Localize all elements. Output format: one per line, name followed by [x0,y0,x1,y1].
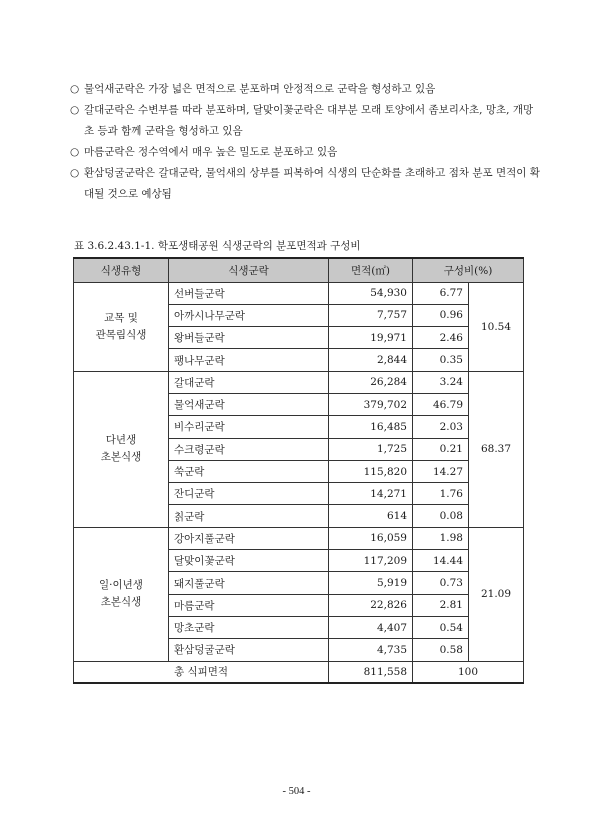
community-cell: 칡군락 [169,505,329,527]
community-cell: 돼지풀군락 [169,572,329,594]
ratio-cell: 2.81 [413,594,469,616]
community-cell: 잔디군락 [169,483,329,505]
ratio-cell: 2.46 [413,327,469,349]
ratio-cell: 46.79 [413,393,469,415]
vegetation-table [73,257,524,684]
area-cell: 2,844 [329,349,413,371]
bullet-item [70,142,540,163]
total-ratio: 100 [413,661,524,683]
ratio-cell: 0.96 [413,304,469,326]
area-cell: 5,919 [329,572,413,594]
community-cell: 물억새군락 [169,393,329,415]
ratio-cell: 0.21 [413,438,469,460]
ratio-cell: 14.44 [413,550,469,572]
ratio-cell: 1.98 [413,527,469,549]
group-ratio-cell: 21.09 [469,527,524,661]
total-row [74,661,524,683]
bullet-list [70,79,540,205]
table-row [74,282,524,304]
table-caption: 표 3.6.2.43.1-1. 학포생태공원 식생군락의 분포면적과 구성비 [74,240,361,252]
ratio-cell: 1.76 [413,483,469,505]
table-header-row [74,258,524,282]
ratio-cell: 0.58 [413,639,469,661]
table-row [74,527,524,549]
area-cell: 16,485 [329,416,413,438]
area-cell: 4,407 [329,616,413,638]
community-cell: 강아지풀군락 [169,527,329,549]
area-cell: 54,930 [329,282,413,304]
group-ratio-cell: 10.54 [469,282,524,371]
community-cell: 아까시나무군락 [169,304,329,326]
community-cell: 팽나무군락 [169,349,329,371]
ratio-cell: 0.35 [413,349,469,371]
header-type: 식생유형 [74,258,169,282]
table-row [74,371,524,393]
header-ratio: 구성비(%) [413,258,524,282]
group-ratio-cell: 68.37 [469,371,524,527]
ratio-cell: 0.08 [413,505,469,527]
table-body [74,282,524,683]
community-cell: 비수리군락 [169,416,329,438]
community-cell: 마름군락 [169,594,329,616]
bullet-mark: ○ [70,104,80,116]
total-area: 811,558 [329,661,413,683]
total-label: 총 식피면적 [74,661,329,683]
bullet-mark: ○ [70,146,80,158]
community-cell: 쑥군락 [169,460,329,482]
community-cell: 망초군락 [169,616,329,638]
ratio-cell: 0.73 [413,572,469,594]
community-cell: 왕버들군락 [169,327,329,349]
area-cell: 16,059 [329,527,413,549]
area-cell: 4,735 [329,639,413,661]
area-cell: 19,971 [329,327,413,349]
header-area: 면적(㎡) [329,258,413,282]
page-number: - 504 - [282,786,311,797]
area-cell: 117,209 [329,550,413,572]
vegetation-type-cell: 일·이년생 초본식생 [74,527,169,661]
bullet-text: 마름군락은 정수역에서 매우 높은 밀도로 분포하고 있음 [84,146,338,158]
community-cell: 달맞이꽃군락 [169,550,329,572]
bullet-item [70,79,540,100]
ratio-cell: 6.77 [413,282,469,304]
vegetation-type-cell: 교목 및 관목림식생 [74,282,169,371]
ratio-cell: 2.03 [413,416,469,438]
ratio-cell: 14.27 [413,460,469,482]
area-cell: 14,271 [329,483,413,505]
community-cell: 환삼덩굴군락 [169,639,329,661]
bullet-text: 물억새군락은 가장 넓은 면적으로 분포하며 안정적으로 군락을 형성하고 있음 [84,83,436,95]
community-cell: 선버들군락 [169,282,329,304]
community-cell: 수크령군락 [169,438,329,460]
community-cell: 갈대군락 [169,371,329,393]
area-cell: 26,284 [329,371,413,393]
header-community: 식생군락 [169,258,329,282]
area-cell: 614 [329,505,413,527]
area-cell: 22,826 [329,594,413,616]
ratio-cell: 3.24 [413,371,469,393]
ratio-cell: 0.54 [413,616,469,638]
area-cell: 1,725 [329,438,413,460]
bullet-mark: ○ [70,167,80,179]
area-cell: 7,757 [329,304,413,326]
bullet-item [70,163,540,205]
vegetation-type-cell: 다년생 초본식생 [74,371,169,527]
area-cell: 379,702 [329,393,413,415]
bullet-mark: ○ [70,83,80,95]
bullet-text: 환삼덩굴군락은 갈대군락, 물억새의 상부를 피복하여 식생의 단순화를 초래하고 점차 분포 면적이 확대될 것으로 예상됨 [84,167,540,200]
area-cell: 115,820 [329,460,413,482]
bullet-item [70,100,540,142]
bullet-text: 갈대군락은 수변부를 따라 분포하며, 달맞이꽃군락은 대부분 모래 토양에서 좀보리사초, 망초, 개망초 등과 함께 군락을 형성하고 있음 [84,104,534,137]
